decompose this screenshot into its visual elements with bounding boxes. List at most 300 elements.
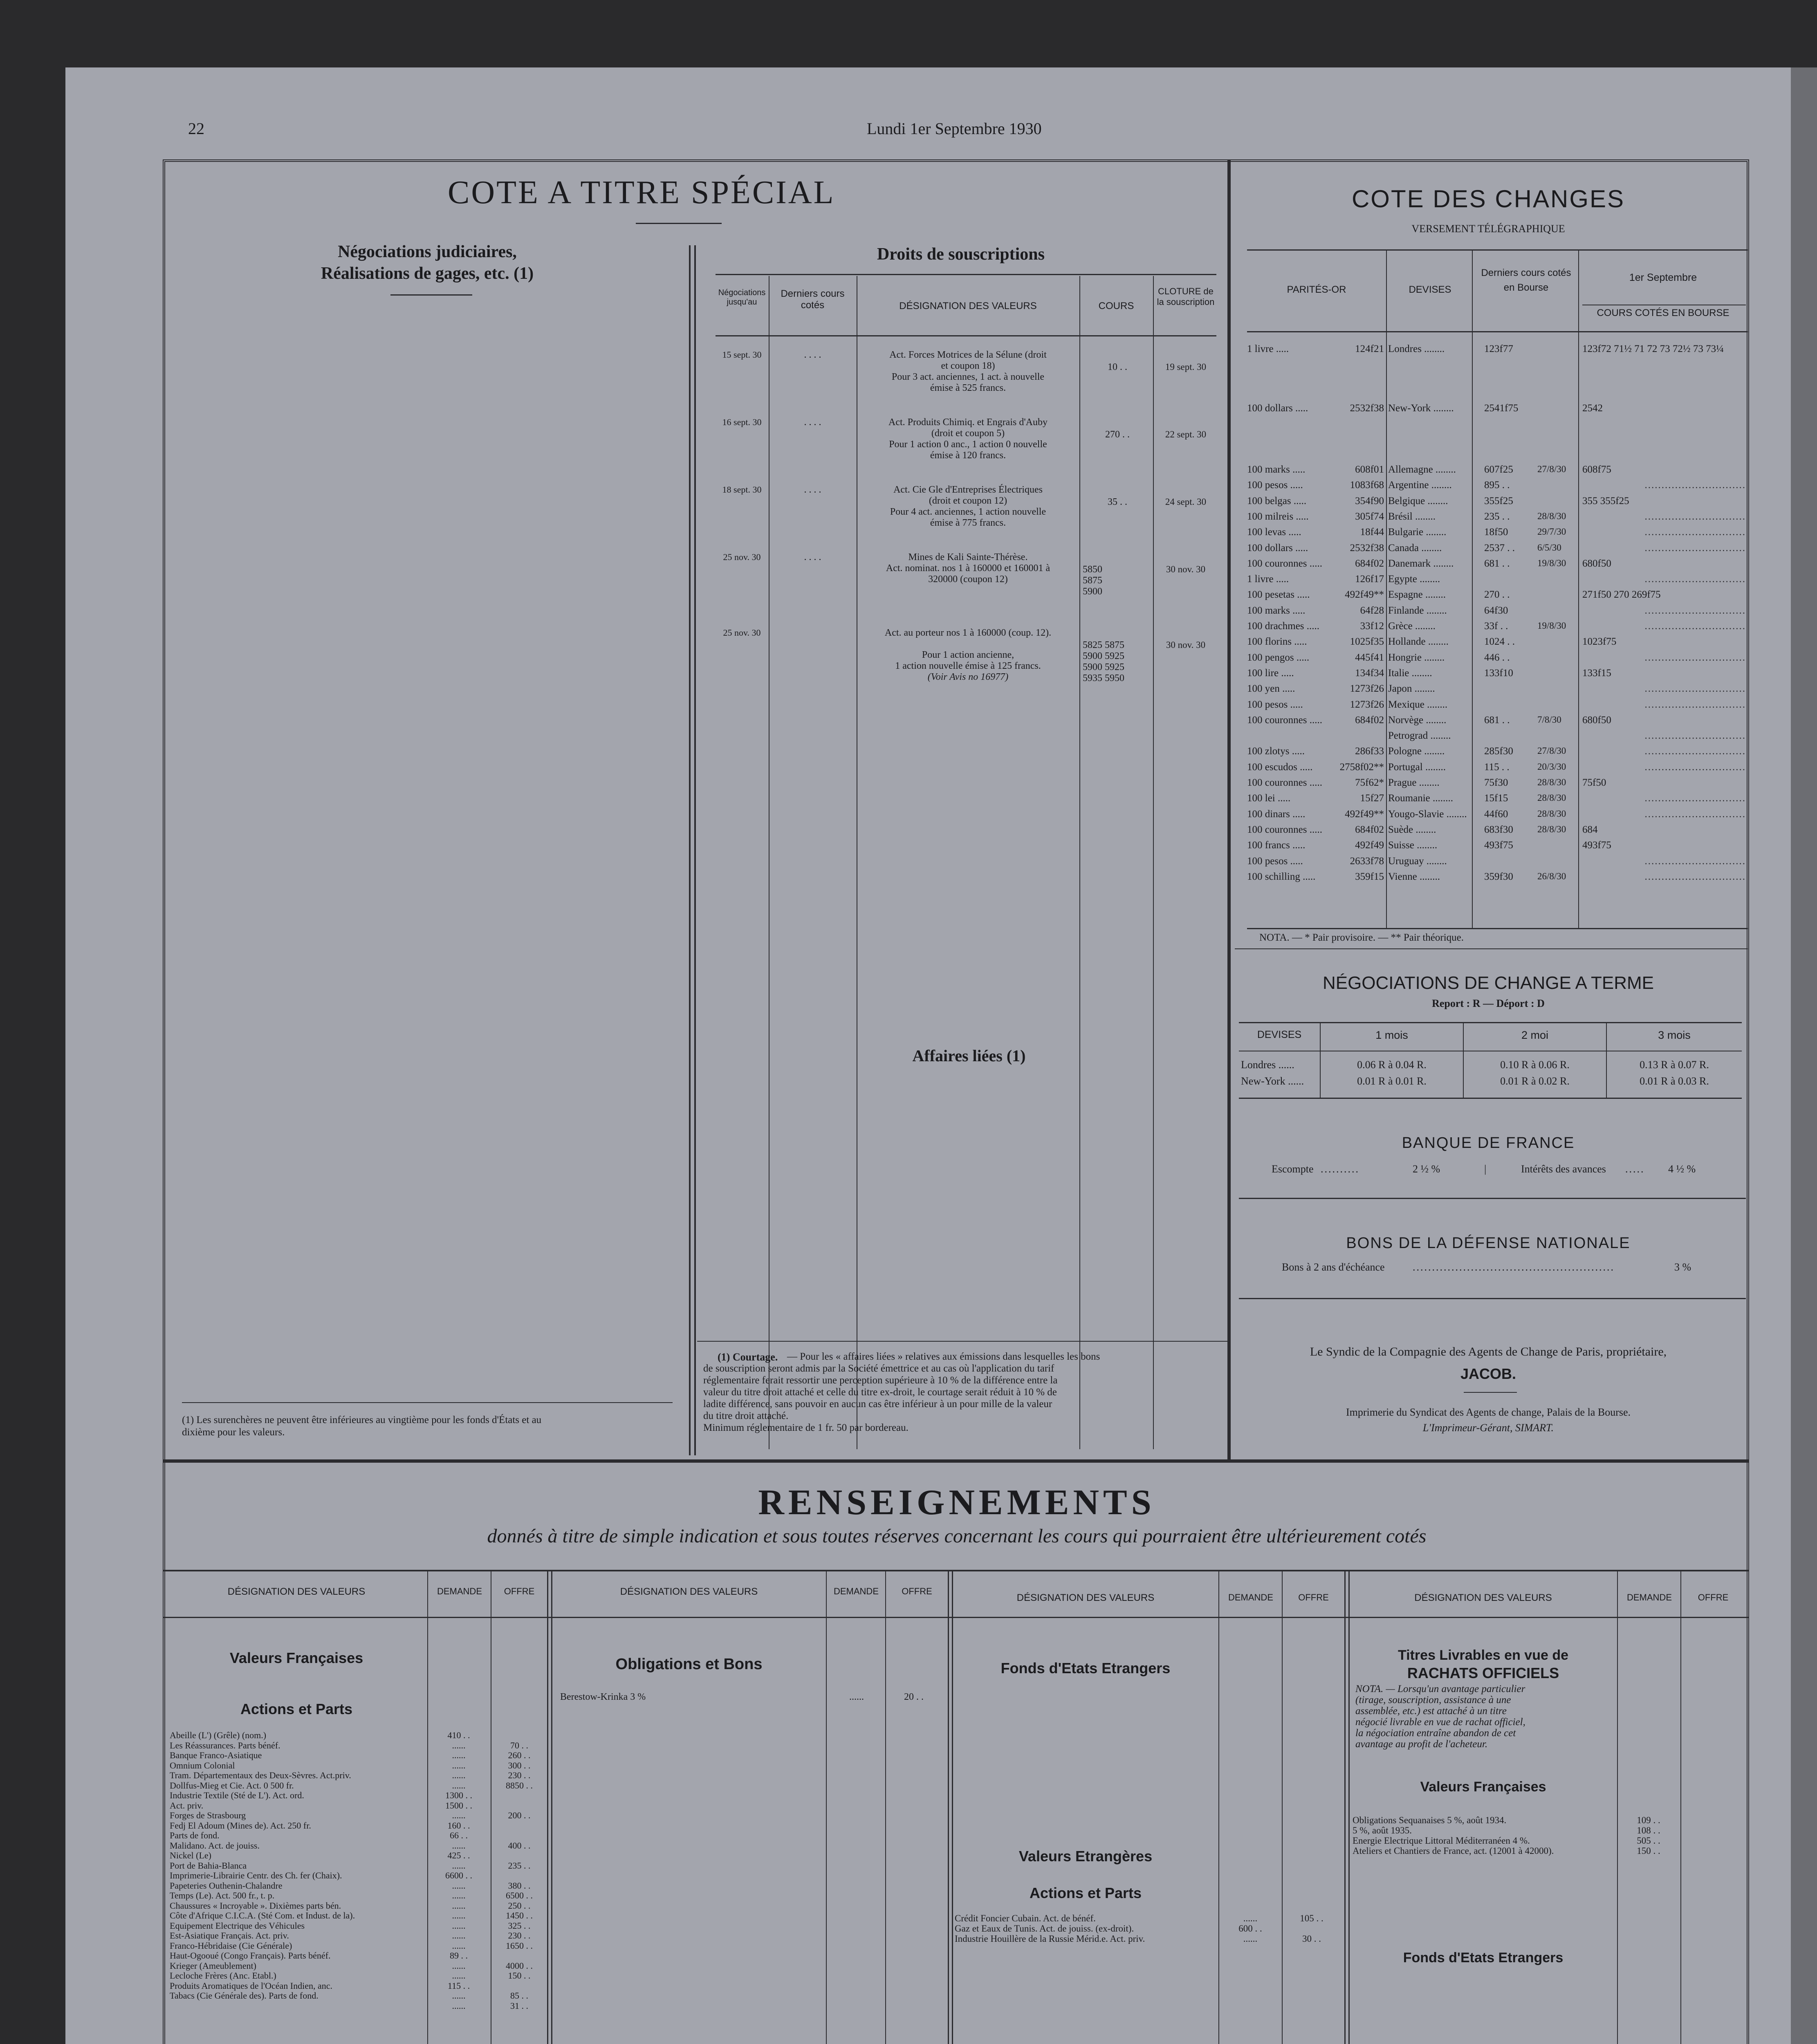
change-unit: 100 couronnes ..... (1247, 777, 1322, 788)
rens-head-offre-4: OFFRE (1698, 1592, 1729, 1602)
change-last-date: 28/8/30 (1537, 824, 1566, 834)
change-dots: .............................. (1644, 746, 1746, 757)
change-last-price: 75f30 (1484, 777, 1508, 788)
change-currency: Petrograd ........ (1388, 730, 1451, 742)
rens-row-label: Produits Aromatiques de l'Océan Indien, anc. (170, 1980, 333, 1991)
change-dots: .............................. (1644, 871, 1746, 882)
droits-vrule-4 (1153, 276, 1154, 1449)
change-currency: Italie ........ (1388, 667, 1432, 679)
change-parity: 2532f38 (1350, 403, 1384, 414)
change-last-price: 493f75 (1484, 840, 1513, 851)
change-parity: 359f15 (1355, 871, 1384, 882)
change-parity: 18f44 (1360, 527, 1384, 538)
change-dots: .............................. (1644, 621, 1746, 632)
droits-date: 15 sept. 30 (722, 350, 762, 360)
banque-separator: | (1484, 1163, 1487, 1175)
change-last-price: 681 . . (1484, 558, 1510, 569)
rens-row-demande: 425 . . (447, 1850, 470, 1860)
c4-nota-line: assemblée, etc.) est attaché à un titre (1355, 1706, 1507, 1717)
terme-title: NÉGOCIATIONS DE CHANGE A TERME (1322, 973, 1654, 993)
change-parity: 608f01 (1355, 464, 1384, 475)
change-unit: 100 florins ..... (1247, 636, 1307, 648)
page-date: Lundi 1er Septembre 1930 (867, 119, 1042, 138)
droits-cours: 270 . . (1105, 429, 1130, 440)
droits-head-desig: DÉSIGNATION DES VALEURS (899, 300, 1037, 312)
change-parity: 492f49** (1345, 808, 1384, 820)
rens-row-label: Energie Electrique Littoral Méditerranéen 4 %. (1353, 1836, 1530, 1846)
droits-last-price: . . . . (804, 552, 821, 563)
droits-cours: 5900 5925 (1083, 651, 1124, 661)
c4-title-line2: RACHATS OFFICIELS (1407, 1665, 1559, 1681)
courtage-line: ladite différence, sans pouvoir en aucun cas être inférieur à un pour mille de la valeur (703, 1399, 1052, 1410)
rens-row-demande: 89 . . (450, 1950, 468, 1961)
change-unit: 100 pesos ..... (1247, 855, 1303, 867)
rens-row-offre: 85 . . (510, 1990, 528, 2001)
negociations-title-2: Réalisations de gages, etc. (1) (321, 264, 534, 283)
changes-subtitle: VERSEMENT TÉLÉGRAPHIQUE (1411, 223, 1565, 235)
rens-row-demande: 150 . . (1637, 1846, 1660, 1856)
bons-dots: .................................................... (1413, 1261, 1615, 1273)
change-last-price: 895 . . (1484, 480, 1510, 491)
rens-top-rule (163, 1570, 1749, 1571)
change-currency: Portugal ........ (1388, 761, 1446, 773)
droits-designation-line: Act. Forces Motrices de la Sélune (droit (889, 350, 1047, 360)
change-dots: .............................. (1644, 761, 1746, 773)
bons-line-label: Bons à 2 ans d'échéance (1282, 1261, 1385, 1273)
change-unit: 100 pesos ..... (1247, 699, 1303, 710)
negociations-footnote-1: (1) Les surenchères ne peuvent être inférieures au vingtième pour les fonds d'États et au (182, 1414, 542, 1425)
changes-vrule-3 (1578, 250, 1579, 929)
rens-vrule-c4-off (1680, 1571, 1681, 2044)
change-last-price: 64f30 (1484, 605, 1508, 616)
courtage-line: réglementaire ferait ressortir une perception supérieure à 10 % de la différence entre la (703, 1375, 1058, 1386)
c4-nota-line: (tirage, souscription, assistance à une (1355, 1694, 1511, 1706)
rens-row-demande: 108 . . (1637, 1825, 1660, 1836)
change-parity: 75f62* (1355, 777, 1384, 788)
droits-designation-line: Pour 3 act. anciennes, 1 act. à nouvelle (891, 372, 1045, 382)
courtage-rule (697, 1341, 1229, 1342)
courtage-line: — Pour les « affaires liées » relatives aux émissions dans lesquelles les bons (787, 1351, 1100, 1362)
rens-vrule-c2 (547, 1571, 548, 2044)
change-unit: 100 zlotys ..... (1247, 746, 1305, 757)
rens-row-demande: 115 . . (447, 1980, 470, 1991)
change-parity: 305f74 (1355, 511, 1384, 522)
change-currency: Suède ........ (1388, 824, 1436, 835)
c3-heading-actions-parts: Actions et Parts (1029, 1885, 1142, 1901)
change-last-date: 7/8/30 (1537, 714, 1561, 725)
changes-head-parites: PARITÉS-OR (1287, 284, 1346, 295)
rens-head-desig-1: DÉSIGNATION DES VALEURS (227, 1586, 366, 1597)
change-unit: 100 dinars ..... (1247, 808, 1306, 820)
rens-row-demande: ...... (849, 1692, 864, 1702)
nota-rule (1235, 948, 1748, 949)
rens-row-demande: ...... (452, 1930, 466, 1941)
banque-title: BANQUE DE FRANCE (1402, 1134, 1575, 1152)
rens-vrule-c4-dem (1617, 1571, 1618, 2044)
rens-row-label: Les Réassurances. Parts bénéf. (170, 1740, 280, 1750)
rens-row-demande: ...... (1243, 1934, 1258, 1944)
change-last-price: 33f . . (1484, 621, 1508, 632)
banque-avances-label: Intérêts des avances (1521, 1163, 1606, 1175)
droits-designation-line: et coupon 18) (941, 361, 995, 371)
rens-row-demande: ...... (452, 1750, 466, 1760)
page-number: 22 (188, 119, 204, 138)
rens-row-demande: ...... (452, 1920, 466, 1931)
change-last-date: 29/7/30 (1537, 527, 1566, 537)
changes-head-devises: DEVISES (1409, 284, 1451, 295)
c4-nota-line: négocié livrable en vue de rachat officiel, (1355, 1717, 1525, 1728)
droits-designation-line: Pour 1 action 0 anc., 1 action 0 nouvelle (889, 439, 1047, 450)
change-currency: Vienne ........ (1388, 871, 1440, 882)
rens-row-label: Port de Bahia-Blanca (170, 1860, 247, 1871)
rens-head-desig-2: DÉSIGNATION DES VALEURS (620, 1586, 758, 1597)
terme-bottom-rule (1239, 1098, 1742, 1099)
courtage-line: de souscription seront admis par la Société émettrice et au cas où l'application du tarif (703, 1363, 1054, 1374)
change-dots: .............................. (1644, 699, 1746, 710)
rens-row-offre: 8850 . . (506, 1780, 533, 1791)
terme-head-3mois: 3 mois (1658, 1029, 1691, 1041)
change-unit: 100 pesos ..... (1247, 480, 1303, 491)
bons-line-value: 3 % (1674, 1261, 1691, 1273)
change-parity: 124f21 (1355, 343, 1384, 354)
rens-row-label: Franco-Hébridaise (Cie Générale) (170, 1940, 292, 1951)
rens-row-label: Ateliers et Chantiers de France, act. (12001 à 42000). (1353, 1846, 1554, 1856)
rens-vrule-c1-dem (427, 1571, 428, 2044)
change-today-quote: 1023f75 (1582, 636, 1617, 648)
rens-row-offre: 250 . . (508, 1900, 531, 1911)
terme-subtitle: Report : R — Déport : D (1432, 997, 1545, 1009)
changes-head-date: 1er Septembre (1629, 272, 1697, 283)
change-unit: 100 belgas ..... (1247, 495, 1307, 507)
change-today-quote: 123f72 71½ 71 72 73 72½ 73 73¼ (1582, 343, 1724, 354)
droits-designation-line: Mines de Kali Sainte-Thérèse. (908, 552, 1028, 563)
terme-head-2mois: 2 moi (1521, 1029, 1549, 1041)
rens-head-offre-1: OFFRE (504, 1586, 535, 1596)
change-last-price: 15f15 (1484, 793, 1508, 804)
rens-row-label: Act. priv. (170, 1800, 204, 1811)
renseignements-subtitle: donnés à titre de simple indication et sous toutes réserves concernant les cours qui pourraient être ultérieurement cotés (487, 1525, 1427, 1547)
change-parity: 354f90 (1355, 495, 1384, 507)
rens-row-offre: 260 . . (508, 1750, 531, 1760)
rens-vrule-c3-dem (1218, 1571, 1219, 2044)
droits-head-last: Derniers cours cotés (781, 288, 845, 311)
rens-row-demande: 600 . . (1238, 1923, 1262, 1934)
change-unit: 100 pengos ..... (1247, 652, 1310, 663)
title-underline (636, 223, 722, 224)
change-currency: Uruguay ........ (1388, 855, 1447, 867)
change-last-date: 27/8/30 (1537, 464, 1566, 474)
change-last-price: 2537 . . (1484, 542, 1515, 554)
change-parity: 492f49 (1355, 840, 1384, 851)
change-currency: Londres ........ (1388, 343, 1445, 354)
change-currency: Prague ........ (1388, 777, 1440, 788)
change-last-date: 19/8/30 (1537, 558, 1566, 568)
change-last-date: 26/8/30 (1537, 871, 1566, 881)
rens-row-offre: 400 . . (508, 1840, 531, 1851)
rens-row-demande: 1300 . . (445, 1790, 472, 1800)
rens-row-label: Est-Asiatique Français. Act. priv. (170, 1930, 289, 1941)
cote-special-title: COTE A TITRE SPÉCIAL (448, 175, 835, 211)
c3-heading-valeurs-etrangeres: Valeurs Etrangères (1018, 1848, 1153, 1865)
imprint-name: JACOB. (1460, 1365, 1516, 1382)
change-last-price: 683f30 (1484, 824, 1513, 835)
rens-row-offre: 235 . . (508, 1860, 531, 1871)
changes-header-rule (1247, 331, 1748, 332)
droits-cours: 5900 5925 (1083, 662, 1124, 672)
change-dots: .............................. (1644, 542, 1746, 554)
changes-title: COTE DES CHANGES (1351, 185, 1625, 213)
droits-designation-line: émise à 775 francs. (930, 518, 1006, 528)
rens-row-label: Fedj El Adoum (Mines de). Act. 250 fr. (170, 1820, 311, 1831)
change-parity: 126f17 (1355, 574, 1384, 585)
change-unit: 100 lire ..... (1247, 667, 1294, 679)
renseignements-title: RENSEIGNEMENTS (758, 1483, 1155, 1522)
change-unit: 100 marks ..... (1247, 464, 1306, 475)
change-unit: 100 marks ..... (1247, 605, 1306, 616)
rens-vrule-c2-dem (826, 1571, 827, 2044)
rens-row-demande: ...... (452, 1760, 466, 1771)
bons-rule (1239, 1298, 1746, 1299)
rens-row-demande: ...... (452, 1770, 466, 1780)
change-last-price: 2541f75 (1484, 403, 1519, 414)
c1-heading-valeurs-francaises: Valeurs Françaises (229, 1650, 363, 1666)
change-parity: 684f02 (1355, 558, 1384, 569)
rens-row-label: Papeteries Outhenin-Chalandre (170, 1880, 283, 1891)
rens-row-label: Temps (Le). Act. 500 fr., t. p. (170, 1890, 275, 1901)
change-currency: Argentine ........ (1388, 480, 1452, 491)
rens-head-demande-4: DEMANDE (1626, 1592, 1672, 1602)
rens-vrule-c2-off (885, 1571, 886, 2044)
footnote-rule (182, 1402, 673, 1403)
negociations-title-1: Négociations judiciaires, (338, 242, 517, 261)
rens-row-label: Forges de Strasbourg (170, 1810, 246, 1820)
change-unit: 100 levas ..... (1247, 527, 1301, 538)
rens-row-label: Parts de fond. (170, 1830, 220, 1840)
droits-closing: 24 sept. 30 (1165, 497, 1207, 507)
change-currency: Roumanie ........ (1388, 793, 1454, 804)
change-today-quote: 680f50 (1582, 558, 1611, 569)
rens-row-demande: ...... (452, 1810, 466, 1820)
change-unit: 100 couronnes ..... (1247, 714, 1322, 726)
rens-row-demande: ...... (452, 1860, 466, 1871)
terme-3mois: 0.01 R à 0.03 R. (1640, 1075, 1709, 1087)
change-last-price: 235 . . (1484, 511, 1510, 522)
rens-row-demande: ...... (452, 1960, 466, 1971)
courtage-line: Minimum réglementaire de 1 fr. 50 par bordereau. (703, 1422, 908, 1433)
negociations-footnote-2: dixième pour les valeurs. (182, 1427, 285, 1438)
change-parity: 2758f02** (1339, 761, 1384, 773)
rens-row-offre: 70 . . (510, 1740, 528, 1750)
droits-vrule-3 (1079, 276, 1080, 1449)
rens-row-label: Omnium Colonial (170, 1760, 235, 1771)
droits-designation-line: Pour 1 action ancienne, (922, 650, 1014, 660)
rens-row-offre: 300 . . (508, 1760, 531, 1771)
change-unit: 100 escudos ..... (1247, 761, 1313, 773)
rens-row-offre: 380 . . (508, 1880, 531, 1891)
negociations-underline (390, 294, 472, 296)
change-last-date: 28/8/30 (1537, 777, 1566, 787)
column-divider-changes (1227, 159, 1231, 1461)
change-currency: Danemark ........ (1388, 558, 1454, 569)
droits-date: 25 nov. 30 (723, 628, 761, 638)
change-today-quote: 608f75 (1582, 464, 1611, 475)
c2-heading-obligations: Obligations et Bons (615, 1656, 763, 1673)
change-last-price: 270 . . (1484, 589, 1510, 601)
change-currency: Yougo-Slavie ........ (1388, 808, 1467, 820)
rens-row-label: Industrie Houillère de la Russie Mérid.e. Act. priv. (955, 1934, 1145, 1944)
rens-row-label: Dollfus-Mieg et Cie. Act. 0 500 fr. (170, 1780, 294, 1791)
droits-head-closing: CLOTURE de la souscription (1157, 286, 1215, 307)
change-dots: .............................. (1644, 808, 1746, 820)
imprint-rule (1464, 1392, 1517, 1393)
change-currency: Grèce ........ (1388, 621, 1436, 632)
droits-top-rule (716, 274, 1216, 275)
change-dots: .............................. (1644, 793, 1746, 804)
change-parity: 286f33 (1355, 746, 1384, 757)
change-dots: .............................. (1644, 480, 1746, 491)
rens-vrule-c3 (948, 1571, 949, 2044)
change-parity: 2633f78 (1350, 855, 1384, 867)
droits-closing: 30 nov. 30 (1166, 564, 1206, 574)
change-currency: Allemagne ........ (1388, 464, 1456, 475)
imprint-line2: Imprimerie du Syndicat des Agents de change, Palais de la Bourse. (1346, 1406, 1631, 1418)
rens-row-label: Gaz et Eaux de Tunis. Act. de jouiss. (ex-droit). (955, 1923, 1134, 1934)
change-parity: 1273f26 (1350, 699, 1384, 710)
changes-nota: NOTA. — * Pair provisoire. — ** Pair théorique. (1259, 932, 1464, 943)
rens-head-offre-2: OFFRE (902, 1586, 932, 1596)
rens-row-label: Côte d'Afrique C.I.C.A. (Sté Com. et Indust. de la). (170, 1910, 355, 1921)
change-today-quote: 271f50 270 269f75 (1582, 589, 1661, 601)
rens-head-desig-4: DÉSIGNATION DES VALEURS (1414, 1592, 1552, 1603)
droits-head-cours: COURS (1098, 300, 1134, 312)
change-last-date: 19/8/30 (1537, 621, 1566, 631)
change-parity: 15f27 (1360, 793, 1384, 804)
rens-row-label: Krieger (Ameublement) (170, 1960, 256, 1971)
rens-row-label: Obligations Sequanaises 5 %, août 1934. (1353, 1815, 1507, 1825)
banque-dots-2: ..... (1625, 1163, 1645, 1175)
change-last-price: 285f30 (1484, 746, 1513, 757)
change-last-date: 20/3/30 (1537, 761, 1566, 772)
droits-designation-line: (Voir Avis no 16977) (927, 672, 1009, 682)
change-today-quote: 684 (1582, 824, 1598, 835)
change-currency: Belgique ........ (1388, 495, 1448, 507)
change-unit: 100 dollars ..... (1247, 542, 1308, 554)
change-unit: 100 couronnes ..... (1247, 558, 1322, 569)
rens-row-offre: 4000 . . (506, 1960, 533, 1971)
droits-designation-line: émise à 120 francs. (930, 450, 1006, 461)
change-currency: Bulgarie ........ (1388, 527, 1447, 538)
section-divider (163, 1459, 1749, 1463)
droits-designation-line: 1 action nouvelle émise à 125 francs. (895, 661, 1041, 671)
change-parity: 684f02 (1355, 824, 1384, 835)
rens-row-demande: ...... (452, 1970, 466, 1981)
change-currency: Canada ........ (1388, 542, 1442, 554)
banque-dots-1: .......... (1321, 1163, 1359, 1175)
droits-designation-line: (droit et coupon 12) (929, 495, 1007, 506)
rens-row-label: Industrie Textile (Sté de L'). Act. ord. (170, 1790, 304, 1800)
droits-designation-line: Pour 4 act. anciennes, 1 action nouvelle (890, 507, 1046, 517)
change-last-price: 355f25 (1484, 495, 1513, 507)
change-dots: .............................. (1644, 683, 1746, 695)
change-today-quote: 133f15 (1582, 667, 1611, 679)
droits-cours: 5900 (1083, 586, 1102, 597)
change-unit: 100 pesetas ..... (1247, 589, 1310, 601)
c1-heading-actions-parts: Actions et Parts (240, 1701, 353, 1717)
change-currency: Espagne ........ (1388, 589, 1446, 601)
rens-row-offre: 30 . . (1302, 1934, 1321, 1944)
change-currency: Hollande ........ (1388, 636, 1449, 648)
change-last-price: 44f60 (1484, 808, 1508, 820)
rens-row-demande: 505 . . (1637, 1836, 1660, 1846)
imprint-line3: L'Imprimeur-Gérant, SIMART. (1422, 1422, 1554, 1434)
change-currency: New-York ........ (1388, 403, 1454, 414)
changes-bottom-rule (1247, 928, 1748, 929)
change-currency: Egypte ........ (1388, 574, 1440, 585)
rens-row-label: 5 %, août 1935. (1353, 1825, 1412, 1836)
courtage-line: du titre droit attaché. (703, 1410, 789, 1421)
change-parity: 1273f26 (1350, 683, 1384, 695)
change-parity: 492f49** (1345, 589, 1384, 601)
rens-head-demande-3: DEMANDE (1228, 1592, 1273, 1602)
column-divider-droits (689, 245, 691, 1455)
droits-header-rule (716, 335, 1216, 336)
terme-2mois: 0.10 R à 0.06 R. (1500, 1059, 1570, 1071)
terme-1mois: 0.01 R à 0.01 R. (1357, 1075, 1427, 1087)
rens-row-label: Abeille (L') (Grêle) (nom.) (170, 1730, 267, 1740)
rens-row-label: Berestow-Krinka 3 % (560, 1692, 646, 1702)
rens-row-offre: 6500 . . (506, 1890, 533, 1901)
change-currency: Pologne ........ (1388, 746, 1445, 757)
rens-row-demande: ...... (452, 1740, 466, 1750)
droits-designation-line: 320000 (coupon 12) (928, 574, 1008, 585)
rens-row-demande: ...... (452, 2000, 466, 2011)
rens-row-offre: 105 . . (1300, 1913, 1323, 1923)
droits-designation-line: (droit et coupon 5) (931, 428, 1005, 439)
change-dots: .............................. (1644, 652, 1746, 663)
droits-cours: 10 . . (1108, 362, 1127, 372)
terme-2mois: 0.01 R à 0.02 R. (1500, 1075, 1570, 1087)
droits-last-price: . . . . (804, 350, 821, 360)
rens-head-offre-3: OFFRE (1298, 1592, 1329, 1602)
rens-row-demande: 66 . . (450, 1830, 468, 1840)
rens-row-label: Haut-Ogooué (Congo Français). Parts bénéf. (170, 1950, 331, 1961)
banque-rule (1239, 1198, 1746, 1199)
change-last-price: 115 . . (1484, 761, 1510, 773)
change-unit: 100 drachmes ..... (1247, 621, 1320, 632)
change-parity: 134f34 (1355, 667, 1384, 679)
change-unit: 100 francs ..... (1247, 840, 1306, 851)
rens-row-offre: 20 . . (904, 1692, 924, 1702)
change-last-price: 446 . . (1484, 652, 1510, 663)
change-last-price: 607f25 (1484, 464, 1513, 475)
banque-avances-value: 4 ½ % (1668, 1163, 1696, 1175)
change-last-date: 28/8/30 (1537, 511, 1566, 521)
change-parity: 1083f68 (1350, 480, 1384, 491)
c4-heading-fonds-etrangers: Fonds d'Etats Etrangers (1403, 1950, 1564, 1966)
change-today-quote: 355 355f25 (1582, 495, 1629, 507)
rens-row-label: Malidano. Act. de jouiss. (170, 1840, 260, 1851)
rens-row-label: Nickel (Le) (170, 1850, 211, 1860)
change-last-price: 18f50 (1484, 527, 1508, 538)
rens-row-demande: 160 . . (447, 1820, 470, 1831)
change-dots: .............................. (1644, 605, 1746, 616)
droits-date: 16 sept. 30 (722, 417, 762, 427)
rens-row-demande: ...... (452, 1910, 466, 1921)
rens-row-demande: ...... (452, 1900, 466, 1911)
change-parity: 64f28 (1360, 605, 1384, 616)
changes-vrule-1 (1386, 250, 1387, 929)
droits-designation-line: Act. Cie Gle d'Entreprises Électriques (893, 484, 1043, 495)
